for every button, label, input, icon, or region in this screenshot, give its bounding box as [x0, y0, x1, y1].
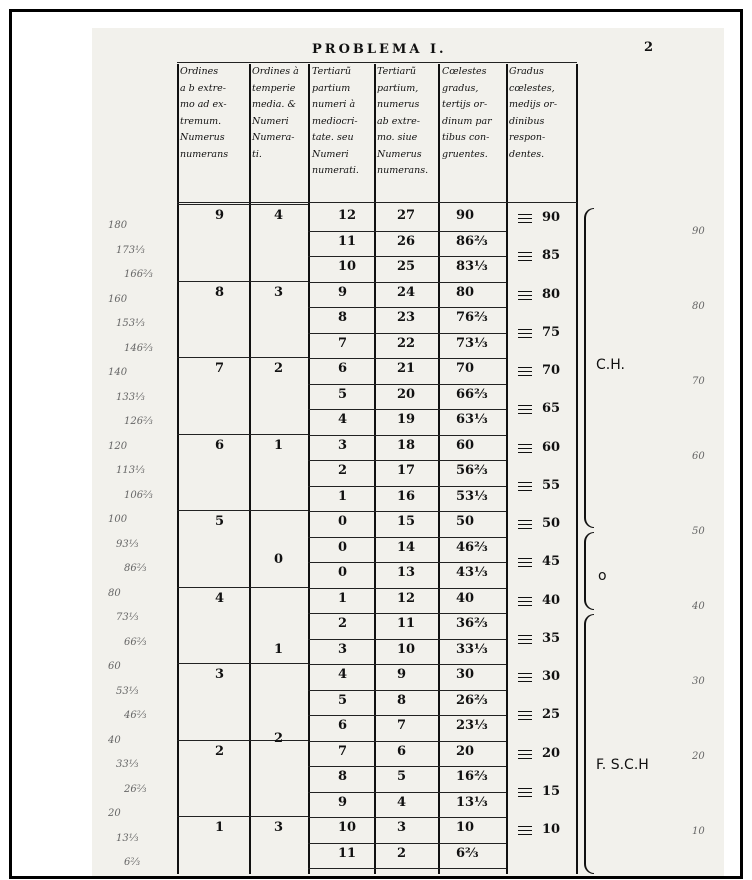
table-cell: 20	[456, 743, 475, 759]
page-title: PROBLEMA I.	[312, 42, 447, 57]
col2-value: 4	[274, 208, 284, 223]
col1-value: 6	[215, 437, 225, 453]
table-cell: 11	[397, 616, 416, 631]
scale-tick	[518, 409, 532, 410]
scale-tick	[518, 524, 532, 525]
row-rule	[308, 843, 506, 844]
margin-note-left: 40	[108, 734, 121, 746]
scale-tick	[518, 792, 532, 793]
row-rule	[308, 613, 506, 614]
row-rule	[308, 537, 506, 538]
group-rule	[177, 816, 308, 817]
col2-value: 2	[274, 361, 284, 376]
table-cell: 22	[397, 335, 416, 351]
group-rule	[177, 740, 308, 741]
margin-note-right: 50	[692, 526, 705, 537]
brace-ch	[584, 208, 594, 528]
table-cell: 5	[338, 692, 348, 708]
table-cell: 33⅓	[456, 641, 488, 657]
table-cell: 10	[397, 641, 416, 657]
table-cell: 0	[338, 565, 348, 580]
table-cell: 15	[397, 514, 416, 529]
scale-tick	[518, 639, 532, 640]
column-divider	[249, 64, 251, 874]
column-header: Cœlestes gradus, tertijs or- dinum par tibus con- gruentes.	[442, 66, 492, 160]
header-bottom-rule	[177, 202, 577, 203]
scale-tick	[518, 333, 532, 334]
page-frame	[9, 9, 743, 879]
row-rule	[308, 690, 506, 691]
col1-value: 8	[215, 284, 225, 300]
scale-tick	[518, 643, 532, 644]
scale-tick	[518, 528, 532, 529]
column-divider	[177, 64, 179, 874]
table-cell: 23⅓	[456, 718, 488, 733]
row-rule	[308, 307, 506, 308]
margin-note-right: 70	[692, 376, 705, 387]
table-cell: 7	[397, 718, 407, 733]
col1-value: 4	[215, 590, 225, 606]
scale-label: 85	[542, 248, 561, 264]
table-cell: 6	[338, 361, 348, 376]
scale-label: 70	[542, 363, 561, 378]
table-cell: 50	[456, 514, 475, 529]
table-cell: 56⅔	[456, 463, 488, 478]
row-rule	[308, 766, 506, 767]
scale-tick	[518, 758, 532, 759]
table-cell: 2	[397, 845, 407, 861]
scale-tick	[518, 826, 532, 827]
column-divider	[438, 64, 440, 874]
table-cell: 18	[397, 437, 416, 453]
scale-label: 50	[542, 516, 561, 531]
margin-note-right: 60	[692, 451, 705, 462]
table-cell: 7	[338, 743, 348, 759]
margin-note-left: 60	[108, 661, 121, 672]
margin-note-left: 93⅓	[116, 538, 139, 550]
scale-tick	[518, 597, 532, 598]
row-rule	[308, 639, 506, 640]
scale-tick	[518, 635, 532, 636]
margin-note-left: 20	[108, 808, 121, 819]
row-rule	[308, 664, 506, 665]
scale-tick	[518, 715, 532, 716]
row-rule	[308, 868, 506, 869]
column-header: Tertiarũ partium numeri à mediocri- tate. seu Numeri numerati.	[312, 66, 359, 176]
table-cell: 5	[397, 769, 407, 784]
margin-note-left: 33⅓	[116, 759, 139, 770]
table-cell: 6	[338, 718, 348, 733]
table-cell: 6⅔	[456, 845, 479, 861]
table-cell: 3	[338, 641, 348, 657]
table-cell: 6	[397, 743, 407, 759]
table-cell: 4	[338, 412, 348, 427]
col1-value: 5	[215, 514, 225, 529]
table-cell: 26	[397, 233, 416, 249]
annotation-o: o	[598, 568, 607, 584]
scale-tick	[518, 754, 532, 755]
scale-tick	[518, 486, 532, 487]
table-cell: 40	[456, 590, 475, 606]
table-cell: 4	[397, 794, 407, 810]
scale-tick	[518, 413, 532, 414]
group-rule	[177, 281, 308, 282]
margin-note-left: 13⅓	[116, 832, 139, 844]
table-cell: 9	[338, 284, 348, 300]
row-rule	[308, 282, 506, 283]
row-rule	[308, 333, 506, 334]
table-cell: 53⅓	[456, 488, 488, 504]
table-cell: 8	[338, 310, 348, 325]
col2-value: 1	[274, 437, 284, 453]
margin-note-right: 90	[692, 226, 705, 237]
row-rule	[308, 231, 506, 232]
row-rule	[308, 435, 506, 436]
scale-label: 35	[542, 630, 561, 646]
table-cell: 13	[397, 565, 416, 580]
scale-tick	[518, 681, 532, 682]
table-cell: 8	[338, 769, 348, 784]
table-cell: 1	[338, 590, 348, 606]
margin-note-left: 106⅔	[124, 489, 153, 501]
table-cell: 27	[397, 208, 416, 223]
table-cell: 1	[338, 488, 348, 504]
col1-value: 1	[215, 820, 225, 835]
table-cell: 3	[397, 820, 407, 835]
table-cell: 30	[456, 667, 475, 682]
col2-value: 0	[274, 552, 284, 568]
table-cell: 0	[338, 514, 348, 529]
scale-label: 90	[542, 210, 561, 225]
scale-tick	[518, 605, 532, 606]
scale-tick	[518, 291, 532, 292]
table-cell: 7	[338, 335, 348, 351]
table-cell: 12	[338, 208, 357, 223]
margin-note-left: 73⅓	[116, 612, 139, 623]
scale-tick	[518, 601, 532, 602]
table-cell: 3	[338, 437, 348, 453]
margin-note-left: 66⅔	[124, 636, 147, 648]
scale-tick	[518, 375, 532, 376]
table-cell: 63⅓	[456, 412, 488, 427]
table-cell: 46⅔	[456, 539, 488, 555]
scale-tick	[518, 520, 532, 521]
row-rule	[308, 358, 506, 359]
margin-note-left: 113⅓	[116, 465, 145, 476]
table-cell: 2	[338, 463, 348, 478]
table-cell: 9	[338, 794, 348, 810]
column-divider	[308, 64, 310, 874]
col2-value: 3	[274, 284, 284, 300]
scale-tick	[518, 299, 532, 300]
row-rule	[308, 741, 506, 742]
table-cell: 70	[456, 361, 475, 376]
table-cell: 86⅔	[456, 233, 488, 249]
group-rule	[177, 587, 308, 588]
table-cell: 66⅔	[456, 386, 488, 402]
col2-value: 2	[274, 730, 284, 746]
column-header: Tertiarũ partium, numerus ab extre- mo. siue Numerus numerans.	[377, 66, 429, 176]
scale-tick	[518, 719, 532, 720]
margin-note-left: 146⅔	[124, 342, 153, 354]
row-rule	[308, 486, 506, 487]
table-cell: 11	[338, 233, 357, 249]
margin-note-left: 173⅓	[116, 244, 145, 256]
scale-tick	[518, 830, 532, 831]
table-cell: 13⅓	[456, 794, 488, 810]
margin-note-right: 80	[692, 301, 705, 312]
margin-note-left: 166⅔	[124, 269, 153, 280]
col2-value: 1	[274, 641, 284, 657]
scale-tick	[518, 222, 532, 223]
brace-fsch	[584, 614, 594, 874]
col2-value: 3	[274, 820, 284, 835]
margin-note-left: 133⅓	[116, 391, 145, 403]
column-header: Gradus cœlestes, medijs or- dinibus respon- dentes.	[509, 66, 558, 160]
table-cell: 36⅔	[456, 616, 488, 631]
scale-tick	[518, 490, 532, 491]
column-header: Ordines à temperie media. & Numeri Numera- ti.	[252, 66, 299, 160]
margin-note-left: 140	[108, 367, 128, 378]
scale-label: 55	[542, 477, 561, 493]
brace-o	[584, 532, 594, 610]
col1-value: 2	[215, 743, 225, 759]
table-cell: 60	[456, 437, 475, 453]
col1-value: 9	[215, 208, 225, 223]
table-cell: 83⅓	[456, 259, 488, 274]
margin-note-left: 120	[108, 440, 128, 452]
table-cell: 5	[338, 386, 348, 402]
row-rule	[308, 562, 506, 563]
table-cell: 90	[456, 208, 475, 223]
margin-note-left: 46⅔	[124, 710, 147, 721]
scale-tick	[518, 256, 532, 257]
scale-tick	[518, 405, 532, 406]
table-cell: 9	[397, 667, 407, 682]
scale-label: 75	[542, 324, 561, 340]
table-cell: 10	[338, 820, 357, 835]
scale-label: 25	[542, 707, 561, 723]
scale-label: 40	[542, 592, 561, 608]
scale-tick	[518, 750, 532, 751]
scale-tick	[518, 482, 532, 483]
scale-label: 65	[542, 401, 561, 417]
margin-note-left: 86⅔	[124, 563, 147, 574]
row-rule	[308, 817, 506, 818]
page-number: 2	[644, 40, 657, 55]
scale-label: 30	[542, 669, 561, 684]
scale-tick	[518, 566, 532, 567]
margin-note-left: 80	[108, 587, 121, 599]
scale-tick	[518, 562, 532, 563]
margin-note-left: 126⅔	[124, 416, 153, 427]
table-cell: 17	[397, 463, 416, 478]
scale-tick	[518, 444, 532, 445]
scale-label: 20	[542, 745, 561, 761]
scale-tick	[518, 796, 532, 797]
scale-tick	[518, 337, 532, 338]
table-cell: 23	[397, 310, 416, 325]
table-cell: 25	[397, 259, 416, 274]
column-divider	[374, 64, 376, 874]
table-cell: 24	[397, 284, 416, 300]
scale-tick	[518, 677, 532, 678]
scale-label: 80	[542, 286, 561, 302]
table-cell: 16⅔	[456, 769, 488, 784]
scale-tick	[518, 214, 532, 215]
scale-tick	[518, 673, 532, 674]
column-divider	[576, 64, 578, 874]
group-rule	[177, 204, 308, 205]
scale-label: 10	[542, 822, 561, 837]
scale-tick	[518, 448, 532, 449]
row-rule	[308, 460, 506, 461]
margin-note-right: 20	[692, 751, 705, 762]
margin-note-left: 153⅓	[116, 318, 145, 329]
margin-note-right: 40	[692, 601, 705, 612]
margin-note-left: 6⅔	[124, 857, 141, 868]
row-rule	[308, 792, 506, 793]
header-top-rule	[177, 62, 577, 63]
scale-tick	[518, 711, 532, 712]
group-rule	[177, 357, 308, 358]
annotation-fsch: F. S.C.H	[596, 757, 649, 773]
row-rule	[308, 511, 506, 512]
scale-tick	[518, 295, 532, 296]
table-cell: 73⅓	[456, 335, 488, 351]
table-cell: 2	[338, 616, 348, 631]
group-rule	[177, 510, 308, 511]
scale-label: 60	[542, 439, 561, 455]
margin-note-left: 160	[108, 293, 128, 305]
row-rule	[308, 256, 506, 257]
column-header: Ordines a b extre- mo ad ex- tremum. Numerus numerans	[180, 66, 229, 160]
margin-note-left: 26⅔	[124, 783, 147, 795]
scale-tick	[518, 371, 532, 372]
group-rule	[177, 434, 308, 435]
table-cell: 16	[397, 488, 416, 504]
table-cell: 19	[397, 412, 416, 427]
scale-tick	[518, 367, 532, 368]
scale-tick	[518, 252, 532, 253]
margin-note-right: 10	[692, 826, 705, 837]
table-cell: 26⅔	[456, 692, 488, 708]
table-cell: 8	[397, 692, 407, 708]
margin-note-left: 100	[108, 514, 128, 525]
table-cell: 43⅓	[456, 565, 488, 580]
table-cell: 80	[456, 284, 475, 300]
margin-note-left: 53⅓	[116, 685, 139, 697]
table-cell: 10	[456, 820, 475, 835]
row-rule	[308, 384, 506, 385]
table-cell: 4	[338, 667, 348, 682]
col1-value: 7	[215, 361, 225, 376]
table-cell: 20	[397, 386, 416, 402]
table-cell: 12	[397, 590, 416, 606]
scale-tick	[518, 788, 532, 789]
scale-tick	[518, 558, 532, 559]
col1-value: 3	[215, 667, 225, 682]
scale-tick	[518, 329, 532, 330]
annotation-ch: C.H.	[596, 357, 625, 373]
scale-label: 15	[542, 783, 561, 799]
row-rule	[308, 409, 506, 410]
scale-tick	[518, 834, 532, 835]
margin-note-left: 180	[108, 220, 128, 231]
table-cell: 10	[338, 259, 357, 274]
group-rule	[177, 663, 308, 664]
table-cell: 0	[338, 539, 348, 555]
column-divider	[506, 64, 508, 874]
row-rule	[308, 588, 506, 589]
margin-note-right: 30	[692, 676, 705, 687]
table-cell: 14	[397, 539, 416, 555]
table-cell: 11	[338, 845, 357, 861]
scale-label: 45	[542, 554, 561, 570]
scale-tick	[518, 260, 532, 261]
scale-tick	[518, 452, 532, 453]
scale-tick	[518, 218, 532, 219]
row-rule	[308, 715, 506, 716]
table-cell: 21	[397, 361, 416, 376]
table-cell: 76⅔	[456, 310, 488, 325]
